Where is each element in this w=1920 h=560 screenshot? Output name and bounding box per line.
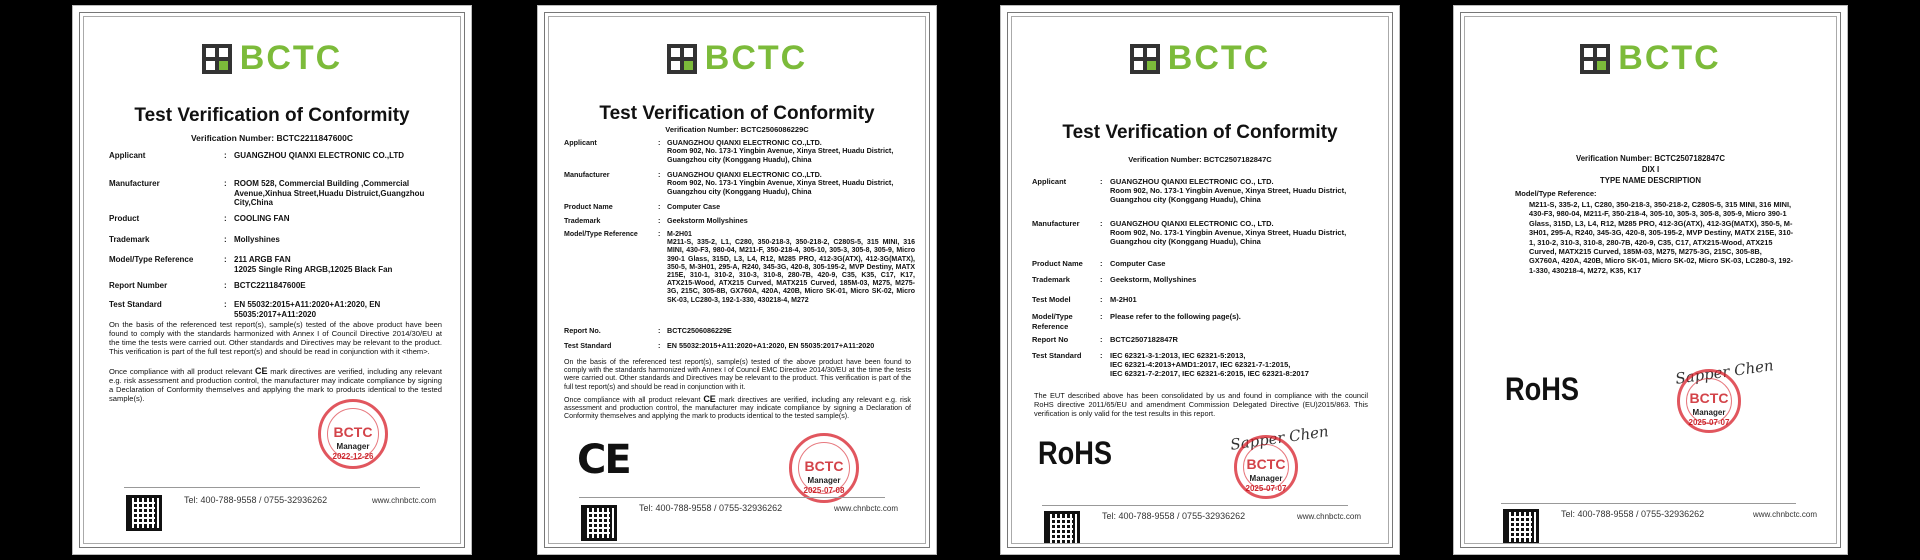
field-test-model: Test Model : M-2H01 — [1032, 295, 1137, 304]
field-test-standard: Test Standard : EN 55032:2015+A11:2020+A1:2020, EN 55035:2017+A11:2020 — [564, 341, 875, 350]
verification-number: Verification Number: BCTC2211847600C — [190, 133, 354, 143]
field-model: Model/Type Reference : 211 ARGB FAN 12025 Single Ring ARGB,12025 Black Fan — [109, 255, 393, 274]
certificate-1 — [72, 5, 472, 555]
field-manufacturer: Manufacturer : GUANGZHOU QIANXI ELECTRONIC CO.,LTD. Room 902, No. 173-1 Yingbin Avenue, Xinya Street, Huadu District, Guangzhou city (Konggang Huadu), China — [564, 170, 894, 196]
field-test-standard: Test Standard : EN 55032:2015+A11:2020+A1:2020, EN 55035:2017+A11:2020 — [109, 300, 381, 319]
official-stamp-icon: BCTC Manager 2022-12-26 — [318, 399, 388, 469]
contact-web: www.chnbctc.com — [834, 504, 899, 513]
verification-number: Verification Number: BCTC2507182847C — [1575, 154, 1726, 163]
bctc-logo-icon — [1130, 44, 1160, 74]
verification-number: Verification Number: BCTC2506086229C — [665, 125, 809, 134]
official-stamp-icon: BCTC Manager 2025-07-07 — [1677, 369, 1741, 433]
ce-mark-icon: CE — [255, 366, 268, 376]
verification-number: Verification Number: BCTC2507182847C — [1128, 155, 1272, 164]
field-product: Product : COOLING FAN — [109, 214, 290, 223]
contact-tel: Tel: 400-788-9558 / 0755-32936262 — [184, 495, 328, 505]
field-trademark: Trademark : Mollyshines — [109, 235, 280, 244]
brand-name: BCTC — [239, 39, 343, 77]
conformity-paragraph: On the basis of the referenced test report(s), sample(s) tested of the above product have been found to comply with the standards harmonized with Annex I of Council EMC Directive 2014/30/EU at the time the tests were carried out. Other standards and Directives may be relevant to the product. This verification is part of the full test report(s) and should be read in conjunction with it. — [564, 358, 911, 391]
field-manufacturer: Manufacturer : GUANGZHOU QIANXI ELECTRONIC CO., LTD. Room 902, No. 173-1 Yingbin Avenue, Xinya Street, Huadu District, Guangzhou city (Konggang Huadu), China — [1032, 219, 1347, 246]
official-stamp-icon: BCTC Manager 2025-07-07 — [1234, 435, 1298, 499]
signature: Sapper Chen — [1674, 356, 1775, 388]
rohs-mark-icon: RoHS — [1505, 371, 1580, 407]
field-report-number: Report No : BCTC2507182847R — [1032, 335, 1178, 344]
qr-code-icon — [126, 495, 162, 531]
field-applicant: Applicant : GUANGZHOU QIANXI ELECTRONIC CO., LTD. Room 902, No. 173-1 Yingbin Avenue, Xinya Street, Huadu District, Guangzhou city (Konggang Huadu), China — [1032, 177, 1347, 204]
field-model: Model/Type Reference : M-2H01 M211-S, 335-2, L1, C280, 350-218-3, 350-218-2, C280S-5, 315 MINI, 316 MINI, 430-F3, 980-04, M211-F, 350-218-4, 305-10, 305-3, 305-8, 305-9, Micro 390-1 Glass, 315D, L3, L4, R12, M285 PRO, 412-3G(ATX), 412-3G(MATX), 350-5, M-3H01, 295-A, R240, 345-3G, 420-8, 305-195-2, MVP Destiny, MATX 215E, 310-1, 310-2, 310-3, 310-8, 280-7B, 420-9, C35, K35, C17, K17, ATX215-Wood, ATX215 Curved, MATX215 Curved, 185M-03, M275, M275-3G, 215C, 305-8B, GX760A, 420A, 420B, Micro SK-01, Micro SK-02, Micro SK-03, LC280-3, 192-1-330, 430218-4, M272 — [564, 231, 915, 304]
field-applicant: Applicant : GUANGZHOU QIANXI ELECTRONIC CO.,LTD — [109, 151, 405, 160]
contact-tel: Tel: 400-788-9558 / 0755-32936262 — [1102, 511, 1246, 521]
field-model: Model/Type Reference : Please refer to the following page(s). — [1032, 312, 1241, 331]
field-report-number: Report Number : BCTC2211847600E — [109, 281, 306, 290]
rohs-mark-icon: RoHS — [1038, 435, 1113, 471]
certificate-4 — [1453, 5, 1848, 555]
field-manufacturer: Manufacturer : ROOM 528, Commercial Building ,Commercial Avenue,Xinhua Street,Huadu Distruict,Guangzhou City,China — [109, 179, 425, 208]
contact-web: www.chnbctc.com — [1753, 510, 1818, 519]
model-list: M211-S, 335-2, L1, C280, 350-218-3, 350-218-2, C280S-5, 315 MINI, 316 MINI, 430-F3, 980-04, M211-F, 350-218-4, 305-10, 305-3, 305-8, 305-9, Micro 390-1 Glass, 315D, L3, L4, R12, M285 PRO, 412-3G(ATX), 412-3G(MATX), 350-5, M-3H01, 295-A, R240, 345-3G, 420-8, 305-195-2, MVP Destiny, MATX 215E, 310-1, 310-2, 310-3, 310-8, 280-7B, 420-9, C35, C17, ATX215-Wood, ATX215 Curved, MATX215 Curved, 185M-03, M275, M275-3G, 215C, 305-8B, GX760A, 420A, 420B, Micro SK-01, Micro SK-02, Micro SK-03, LC280-3, 192-1-330, 430218-4, M272, K35, K17 — [1529, 200, 1794, 275]
type-name-heading: TYPE NAME DESCRIPTION — [1600, 176, 1701, 185]
contact-tel: Tel: 400-788-9558 / 0755-32936262 — [1561, 509, 1705, 519]
field-test-standard: Test Standard : IEC 62321-3-1:2013, IEC 62321-5:2013, IEC 62321-4:2013+AMD1:2017, IEC 62321-7-1:2015, IEC 62321-7-2:2017, IEC 62321-6:2015, IEC 62321-8:2017 — [1032, 351, 1309, 378]
field-applicant: Applicant : GUANGZHOU QIANXI ELECTRONIC CO.,LTD. Room 902, No. 173-1 Yingbin Avenue, Xinya Street, Huadu District, Guangzhou city (Konggang Huadu), China — [564, 138, 894, 164]
brand-name: BCTC — [1618, 39, 1721, 77]
qr-code-icon — [1503, 509, 1539, 544]
compliance-paragraph: Once compliance with all product relevant CE mark directives are verified, including any relevant e.g. risk assessment and production control, the manufacturer may indicate compliance by signing a Declaration of Conformity themselves and applying the mark to products identical to the tested sample(s). — [564, 394, 911, 421]
contact-web: www.chnbctc.com — [372, 496, 437, 505]
field-report-number: Report No. : BCTC2506086229E — [564, 326, 732, 335]
qr-code-icon — [581, 505, 617, 541]
document-title: Test Verification of Conformity — [599, 103, 875, 124]
bctc-logo — [1012, 39, 1388, 78]
official-stamp-icon: BCTC Manager 2025-07-08 — [789, 433, 859, 503]
field-product-name: Product Name : Computer Case — [564, 202, 721, 211]
bctc-logo-icon — [202, 44, 232, 74]
conformity-paragraph: On the basis of the referenced test report(s), sample(s) tested of the above product have been found to comply with the standards harmonized with Annex I of Council Directive 2014/30/EU at the time the tests were carried out. Other standards and Directives may be relevant to the product. This verification is part of the full test report(s) and should be read in conjunction with it <them>. — [109, 320, 442, 356]
ce-mark-icon: CE — [577, 437, 630, 483]
brand-name: BCTC — [704, 39, 808, 77]
signature: Sapper Chen — [1229, 422, 1330, 454]
field-product-name: Product Name : Computer Case — [1032, 259, 1166, 268]
ce-mark-icon: CE — [703, 394, 716, 404]
rohs-paragraph: The EUT described above has been consolidated by us and found in compliance with the council RoHS directive 2011/65/EU and amendment Commission Delegated Directive (EU)2015/863. This verification is only valid for the test results in this report. — [1034, 391, 1368, 418]
bctc-logo-icon — [1580, 44, 1610, 74]
bctc-logo — [84, 39, 460, 78]
field-trademark: Trademark : Geekstorm Mollyshines — [564, 216, 748, 225]
certificate-2 — [537, 5, 937, 555]
contact-web: www.chnbctc.com — [1297, 512, 1362, 521]
document-title: Test Verification of Conformity — [134, 105, 410, 126]
bctc-logo — [549, 39, 925, 78]
field-trademark: Trademark : Geekstorm, Mollyshines — [1032, 275, 1197, 284]
document-title: Test Verification of Conformity — [1062, 122, 1338, 143]
compliance-paragraph: Once compliance with all product relevant CE mark directives are verified, including any relevant e.g. risk assessment and production control, the manufacturer may indicate compliance by signing a Declaration of Conformity themselves and applying the mark to products identical to the tested sample(s). — [109, 366, 442, 403]
certificate-3 — [1000, 5, 1400, 555]
contact-tel: Tel: 400-788-9558 / 0755-32936262 — [639, 503, 783, 513]
qr-code-icon — [1044, 511, 1080, 544]
bctc-logo — [1465, 39, 1836, 78]
appendix-label: DIX I — [1641, 165, 1660, 174]
model-label: Model/Type Reference: — [1515, 189, 1597, 198]
brand-name: BCTC — [1167, 39, 1271, 77]
bctc-logo-icon — [667, 44, 697, 74]
